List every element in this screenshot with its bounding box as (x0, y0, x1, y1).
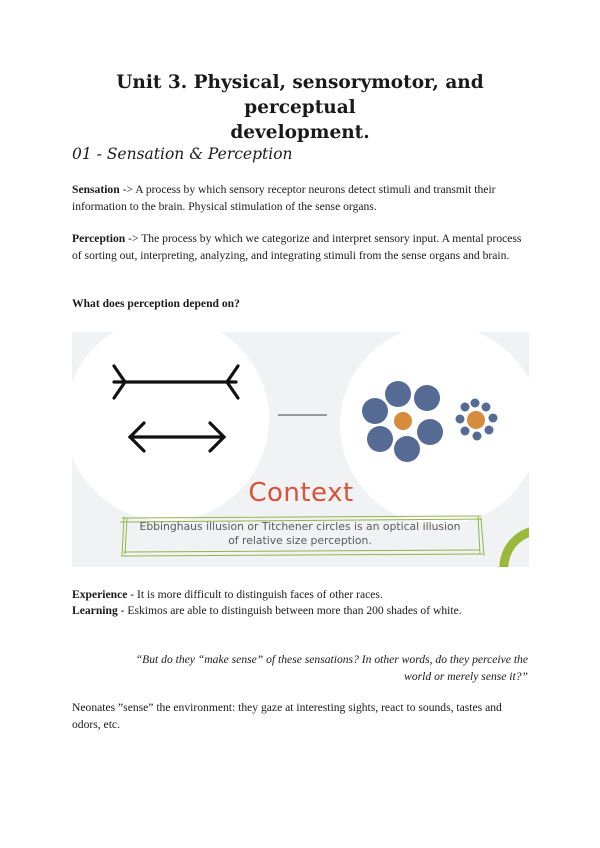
large-surround-circle (367, 426, 393, 452)
illusion-figure (72, 332, 529, 567)
caption-line-1: Ebbinghaus illusion or Titchener circles is an optical illusion (139, 520, 461, 533)
learning-text: - Eskimos are able to distinguish between more than 200 shades of white. (117, 604, 462, 617)
quote-line-2: world or merely sense it?” (404, 669, 528, 683)
small-surround-circle (489, 414, 498, 423)
green-arc-accent (504, 530, 529, 567)
learning-item (72, 603, 532, 620)
question-text: What does perception depend on? (72, 297, 240, 310)
learning-term: Learning (72, 604, 118, 617)
section-heading: 01 - Sensation & Perception (72, 145, 293, 163)
small-surround-circle (461, 403, 470, 412)
experience-item (72, 587, 532, 604)
large-surround-circle (417, 419, 443, 445)
page-title-line-1: Unit 3. Physical, sensorymotor, and perceptual (116, 72, 484, 118)
large-center-circle (394, 412, 412, 430)
large-surround-circle (414, 385, 440, 411)
left-white-circle (72, 332, 269, 521)
page-title-line-2: development. (230, 122, 370, 143)
sensation-text: -> A process by which sensory receptor neurons detect stimuli and transmit their information to the brain. Physical stimulation of the sense organs. (72, 183, 496, 213)
caption-line-2: of relative size perception. (228, 534, 372, 547)
quote-line-1: “But do they “make sense” of these sensations? In other words, do they perceive the (135, 653, 528, 666)
large-surround-circle (385, 381, 411, 407)
context-label: Context (248, 478, 354, 508)
experience-term: Experience (72, 588, 128, 601)
neonates-paragraph: Neonates ”sense” the environment: they gaze at interesting sights, react to sounds, tastes and odors, etc. (72, 701, 502, 731)
small-center-circle (467, 411, 485, 429)
perception-definition (72, 231, 532, 264)
sensation-term: Sensation (72, 183, 120, 196)
small-surround-circle (471, 399, 480, 408)
large-surround-circle (394, 436, 420, 462)
perception-term: Perception (72, 232, 126, 245)
illusion-caption (130, 520, 470, 548)
small-surround-circle (456, 415, 465, 424)
large-surround-circle (362, 398, 388, 424)
experience-text: - It is more difficult to distinguish faces of other races. (127, 588, 383, 601)
small-surround-circle (482, 403, 491, 412)
small-surround-circle (473, 432, 482, 441)
small-surround-circle (461, 427, 470, 436)
small-surround-circle (485, 426, 494, 435)
sensation-definition (72, 182, 532, 215)
perception-question (72, 296, 532, 313)
page-title (60, 70, 540, 145)
perception-text: -> The process by which we categorize and interpret sensory input. A mental process of sorting out, interpreting, analyzing, and integrating stimuli from the sense organs and brain. (72, 232, 522, 262)
quote-block (72, 652, 528, 685)
